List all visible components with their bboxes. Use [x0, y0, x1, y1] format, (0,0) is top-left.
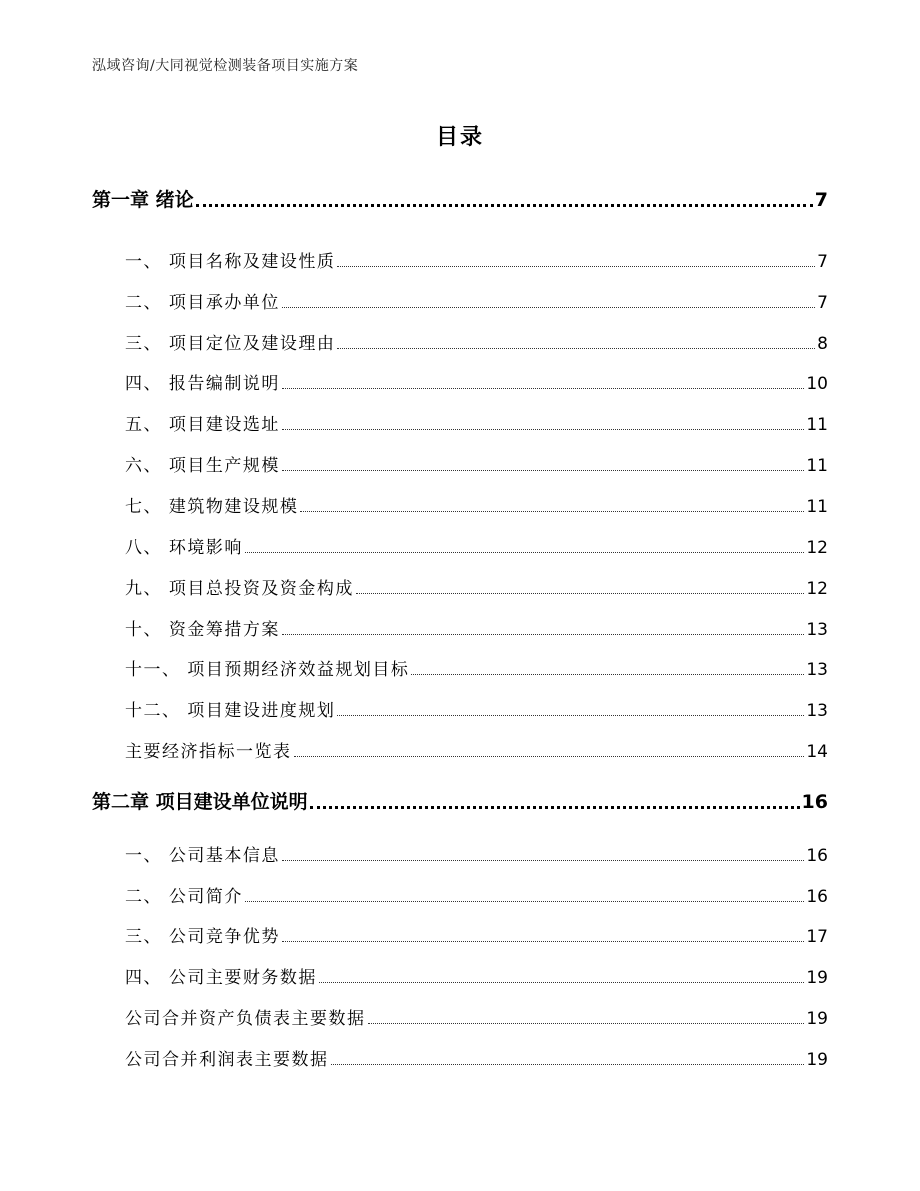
dot-leader — [319, 982, 804, 983]
toc-entry-label: 九、 项目总投资及资金构成 — [125, 579, 354, 599]
toc-entry-label: 二、 公司简介 — [125, 887, 243, 907]
toc-chapter-1[interactable] — [92, 185, 828, 212]
toc-entry[interactable] — [125, 451, 828, 476]
dot-leader — [294, 756, 805, 757]
toc-chapter-2[interactable] — [92, 787, 828, 814]
toc-entry[interactable] — [125, 247, 828, 272]
toc-page-number: 11 — [806, 497, 828, 517]
toc-entry-label: 一、 项目名称及建设性质 — [125, 252, 336, 272]
toc-entry-label: 七、 建筑物建设规模 — [125, 497, 299, 517]
toc-entry-label: 十二、 项目建设进度规划 — [125, 701, 336, 721]
dot-leader — [282, 429, 804, 430]
dot-leader — [356, 593, 804, 594]
toc-page-number: 16 — [806, 846, 828, 866]
dot-leader — [310, 806, 800, 809]
dot-leader — [331, 1064, 805, 1065]
toc-page-number: 11 — [806, 415, 828, 435]
dot-leader — [282, 388, 804, 389]
toc-page-number: 7 — [814, 189, 828, 211]
toc-page-number: 16 — [806, 887, 828, 907]
toc-entry[interactable] — [125, 574, 828, 599]
toc-page-number: 12 — [806, 538, 828, 558]
toc-entry-label: 第一章 绪论 — [92, 189, 194, 211]
toc-entry[interactable] — [125, 615, 828, 640]
dot-leader — [282, 307, 815, 308]
toc-entry-label: 十一、 项目预期经济效益规划目标 — [125, 660, 410, 680]
toc-entry-label: 四、 报告编制说明 — [125, 374, 280, 394]
toc-entry-label: 公司合并利润表主要数据 — [125, 1050, 329, 1070]
toc-page-number: 10 — [806, 374, 828, 394]
toc-page-number: 7 — [817, 252, 828, 272]
toc-entry-label: 公司合并资产负债表主要数据 — [125, 1009, 366, 1029]
toc-page-number: 12 — [806, 579, 828, 599]
toc-entry[interactable] — [125, 882, 828, 907]
toc-entry-label: 八、 环境影响 — [125, 538, 243, 558]
dot-leader — [337, 348, 815, 349]
dot-leader — [411, 674, 804, 675]
toc-title: 目录 — [435, 125, 484, 150]
toc-entry[interactable] — [125, 841, 828, 866]
dot-leader — [196, 204, 813, 207]
toc-entry[interactable] — [125, 737, 828, 762]
toc-entry[interactable] — [125, 655, 828, 680]
toc-page-number: 14 — [806, 742, 828, 762]
toc-entry[interactable] — [125, 922, 828, 947]
toc-entry-label: 十、 资金筹措方案 — [125, 620, 280, 640]
toc-entry-label: 三、 项目定位及建设理由 — [125, 334, 336, 354]
toc-page-number: 17 — [806, 927, 828, 947]
toc-entry-label: 六、 项目生产规模 — [125, 456, 280, 476]
toc-entry[interactable] — [125, 492, 828, 517]
toc-entry-label: 二、 项目承办单位 — [125, 293, 280, 313]
toc-entry-label: 五、 项目建设选址 — [125, 415, 280, 435]
running-header: 泓域咨询/大同视觉检测装备项目实施方案 — [92, 58, 359, 74]
toc-entry[interactable] — [125, 1004, 828, 1029]
toc-entry[interactable] — [125, 1045, 828, 1070]
toc-page-number: 19 — [806, 1050, 828, 1070]
toc-entry-label: 一、 公司基本信息 — [125, 846, 280, 866]
toc-entry[interactable] — [125, 288, 828, 313]
dot-leader — [337, 266, 815, 267]
toc-page-number: 13 — [806, 660, 828, 680]
dot-leader — [282, 634, 804, 635]
toc-page-number: 11 — [806, 456, 828, 476]
toc-page-number: 7 — [817, 293, 828, 313]
dot-leader — [245, 901, 804, 902]
dot-leader — [282, 860, 804, 861]
toc-entry[interactable] — [125, 410, 828, 435]
toc-page-number: 19 — [806, 1009, 828, 1029]
dot-leader — [282, 941, 804, 942]
toc-entry-label: 主要经济指标一览表 — [125, 742, 292, 762]
dot-leader — [337, 715, 804, 716]
toc-entry-label: 三、 公司竞争优势 — [125, 927, 280, 947]
toc-page-number: 16 — [801, 791, 828, 813]
toc-entry[interactable] — [125, 329, 828, 354]
toc-entry[interactable] — [125, 533, 828, 558]
toc-entry-label: 四、 公司主要财务数据 — [125, 968, 317, 988]
toc-entry[interactable] — [125, 369, 828, 394]
toc-page-number: 13 — [806, 701, 828, 721]
dot-leader — [300, 511, 804, 512]
toc-page-number: 8 — [817, 334, 828, 354]
dot-leader — [282, 470, 804, 471]
toc-entry[interactable] — [125, 963, 828, 988]
toc-page-number: 13 — [806, 620, 828, 640]
toc-entry-label: 第二章 项目建设单位说明 — [92, 791, 308, 813]
dot-leader — [368, 1023, 805, 1024]
toc-entry[interactable] — [125, 696, 828, 721]
toc-page-number: 19 — [806, 968, 828, 988]
dot-leader — [245, 552, 804, 553]
